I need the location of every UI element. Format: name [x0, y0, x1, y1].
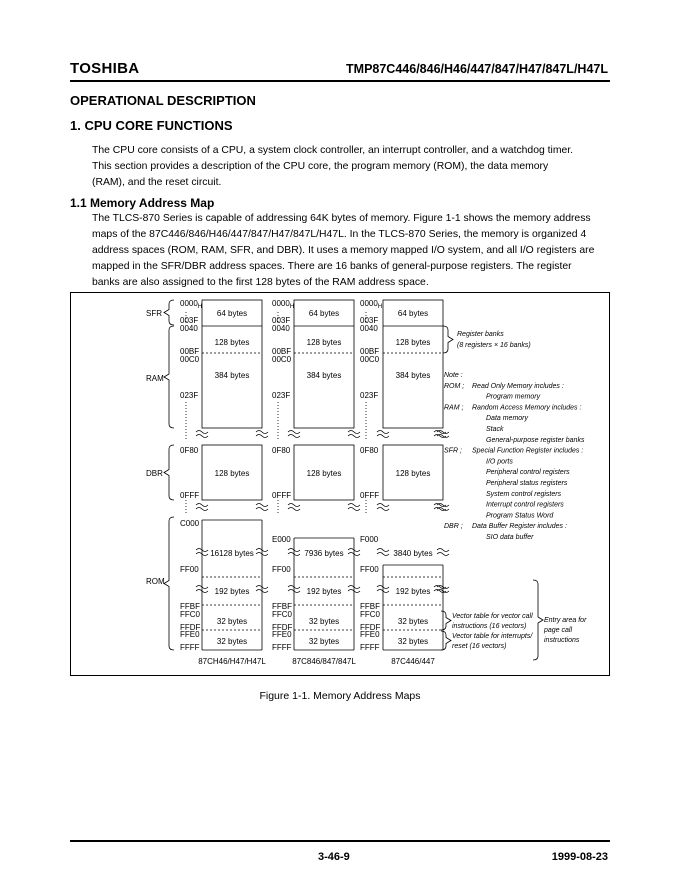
block-size-label: 384 bytes — [306, 371, 342, 380]
break-mark — [348, 508, 360, 511]
note-key: DBR ; — [444, 523, 463, 531]
figure-caption: Figure 1-1. Memory Address Maps — [259, 690, 421, 702]
break-mark — [437, 553, 449, 556]
hex-suffix: H — [377, 304, 383, 310]
block-size-label: 128 bytes — [214, 338, 250, 347]
break-mark — [377, 549, 389, 552]
rom-start-address: C000 — [180, 519, 200, 528]
ram-sfr-block — [294, 300, 354, 428]
note-text: SIO data buffer — [486, 534, 534, 541]
column-name: 87CH46/H47/H47L — [198, 657, 266, 666]
break-mark — [434, 504, 446, 507]
note-key: SFR ; — [444, 447, 462, 455]
address-label: FFC0 — [180, 610, 200, 619]
address-label: 0F80 — [180, 446, 199, 455]
address-label: FFE0 — [272, 630, 292, 639]
ram-sfr-block — [202, 300, 262, 428]
region-label-rom: ROM — [146, 577, 165, 586]
note-text: General-purpose register banks — [486, 436, 585, 444]
address-label: FFC0 — [272, 610, 292, 619]
address-label: 0040 — [360, 324, 378, 333]
note-text: I/O ports — [486, 458, 513, 466]
subsection-title: 1.1 Memory Address Map — [70, 196, 215, 210]
brand-logo: TOSHIBA — [70, 60, 140, 77]
break-mark — [377, 431, 389, 434]
address-label: FFDF — [180, 623, 201, 632]
break-mark — [348, 504, 360, 507]
break-mark — [196, 431, 208, 434]
rom-size-label: 16128 bytes — [210, 549, 254, 558]
sfr-brace — [164, 300, 174, 325]
entry-area-label: Entry area for — [544, 617, 587, 624]
block-size-label: 128 bytes — [214, 469, 250, 478]
break-mark — [377, 553, 389, 556]
address-label: $0000_H$ — [360, 299, 383, 310]
break-mark — [196, 435, 208, 438]
region-label-ram: RAM — [146, 374, 164, 383]
address-label: FFE0 — [360, 630, 380, 639]
address-label: FF00 — [360, 565, 379, 574]
address-label: 00C0 — [360, 355, 380, 364]
address-label: 00C0 — [180, 355, 200, 364]
block-size-label: 32 bytes — [308, 617, 340, 626]
block-size-label: 64 bytes — [397, 309, 429, 318]
register-banks-label: Register banks — [457, 331, 504, 338]
break-mark — [434, 435, 446, 438]
vector-int-detail: reset (16 vectors) — [452, 643, 507, 650]
note-text: Data memory — [486, 415, 529, 423]
break-mark — [377, 508, 389, 511]
break-mark — [348, 431, 360, 434]
break-mark — [288, 431, 300, 434]
rom-brace — [164, 517, 174, 650]
entry-area-label: instructions — [544, 637, 580, 644]
block-size-label: 32 bytes — [216, 617, 248, 626]
publication-date: 1999-08-23 — [551, 851, 608, 863]
note-text: Interrupt control registers — [486, 501, 564, 509]
note-key: RAM ; — [444, 404, 464, 412]
entry-area-label: page call — [544, 627, 573, 634]
region-label-sfr: SFR — [146, 309, 162, 318]
dbr-brace — [164, 445, 174, 500]
block-size-label: 384 bytes — [214, 371, 250, 380]
rom-start-address: E000 — [272, 535, 291, 544]
rom-start-address: F000 — [360, 535, 379, 544]
address-label: $0000_H$ — [180, 299, 203, 310]
rom-size-label: 3840 bytes — [393, 549, 433, 558]
address-label: 003F — [272, 316, 291, 325]
break-mark — [434, 590, 446, 593]
address-label: 003F — [360, 316, 379, 325]
block-size-label: 192 bytes — [395, 587, 431, 596]
address-label: FFDF — [272, 623, 293, 632]
note-text: Peripheral status registers — [486, 480, 568, 487]
entry-area-brace — [533, 580, 543, 660]
block-size-label: 128 bytes — [306, 338, 342, 347]
break-mark — [196, 504, 208, 507]
chapter-title: 1. CPU CORE FUNCTIONS — [70, 118, 233, 133]
address-label: FFBF — [360, 602, 380, 611]
break-mark — [434, 586, 446, 589]
column-name: 87C446/447 — [391, 657, 435, 666]
model-number: TMP87C446/846/H46/447/847/H47/847L/H47L — [346, 62, 608, 76]
block-size-label: 192 bytes — [306, 587, 342, 596]
break-mark — [196, 508, 208, 511]
note-text: Special Function Register includes : — [472, 447, 584, 455]
address-label: 0FFF — [180, 491, 200, 500]
address-label: 00BF — [180, 347, 200, 356]
address-label: FFFF — [272, 643, 292, 652]
note-key: ROM ; — [444, 382, 465, 390]
address-label: FFFF — [360, 643, 380, 652]
body-line: banks are also assigned to the first 128 bytes of the RAM address space. — [92, 277, 429, 288]
address-label: $0000_H$ — [272, 299, 295, 310]
vector-int-brace — [441, 631, 451, 650]
address-label: FFBF — [272, 602, 292, 611]
break-mark — [288, 504, 300, 507]
intro-line: (RAM), and the reset circuit. — [92, 177, 222, 188]
break-mark — [288, 508, 300, 511]
address-label: FFFF — [180, 643, 200, 652]
ram-sfr-block — [383, 300, 443, 428]
note-text: Program Status Word — [486, 512, 554, 520]
hex-suffix: H — [197, 304, 203, 310]
break-mark — [256, 431, 268, 434]
address-label: 0040 — [180, 324, 198, 333]
page-number: 3-46-9 — [318, 851, 350, 863]
block-size-label: 128 bytes — [395, 469, 431, 478]
address-label: 023F — [272, 391, 291, 400]
rom-size-label: 7936 bytes — [304, 549, 344, 558]
address-label: FFDF — [360, 623, 381, 632]
block-size-label: 128 bytes — [306, 469, 342, 478]
block-size-label: 32 bytes — [397, 617, 429, 626]
address-label: 0F80 — [272, 446, 291, 455]
block-size-label: 384 bytes — [395, 371, 431, 380]
break-mark — [377, 435, 389, 438]
region-label-dbr: DBR — [146, 469, 163, 478]
note-key: Note : — [444, 372, 463, 379]
address-label: 023F — [180, 391, 199, 400]
block-size-label: 64 bytes — [216, 309, 248, 318]
block-size-label: 32 bytes — [216, 637, 248, 646]
register-bank-brace — [443, 326, 453, 353]
body-line: maps of the 87C446/846/H46/447/847/H47/847L/H47L. In the TLCS-870 Series, the memory is organized 4 — [92, 229, 587, 240]
block-size-label: 64 bytes — [308, 309, 340, 318]
address-label: FF00 — [180, 565, 199, 574]
address-label: 023F — [360, 391, 379, 400]
note-text: Stack — [486, 426, 504, 433]
block-size-label: 32 bytes — [397, 637, 429, 646]
note-text: Data Buffer Register includes : — [472, 523, 567, 531]
vector-int-label: Vector table for interrupts/ — [452, 633, 533, 640]
note-text: Peripheral control registers — [486, 469, 570, 477]
address-label: FFC0 — [360, 610, 380, 619]
address-label: 003F — [180, 316, 199, 325]
block-size-label: 128 bytes — [395, 338, 431, 347]
body-line: mapped in the SFR/DBR address spaces. There are 16 banks of general-purpose registers. The register — [92, 261, 572, 272]
address-label: 0040 — [272, 324, 290, 333]
address-label: 00BF — [272, 347, 292, 356]
break-mark — [377, 504, 389, 507]
section-title: OPERATIONAL DESCRIPTION — [70, 93, 256, 108]
address-label: 0F80 — [360, 446, 379, 455]
break-mark — [434, 508, 446, 511]
column-name: 87C846/847/847L — [292, 657, 356, 666]
note-text: Read Only Memory includes : — [472, 382, 564, 390]
break-mark — [256, 435, 268, 438]
footer-rule — [70, 840, 610, 842]
break-mark — [437, 549, 449, 552]
body-line: The TLCS-870 Series is capable of addressing 64K bytes of memory. Figure 1-1 shows the memory address — [92, 213, 591, 224]
ram-brace — [164, 326, 174, 428]
note-text: Random Access Memory includes : — [472, 404, 582, 412]
address-label: 0FFF — [360, 491, 380, 500]
register-banks-detail: (8 registers × 16 banks) — [457, 342, 531, 349]
block-size-label: 192 bytes — [214, 587, 250, 596]
address-label: FFBF — [180, 602, 200, 611]
address-label: 00C0 — [272, 355, 292, 364]
body-line: address spaces (ROM, RAM, SFR, and DBR). It uses a memory mapped I/O system, and all I/O registers are — [92, 245, 595, 256]
block-size-label: 32 bytes — [308, 637, 340, 646]
address-label: 00BF — [360, 347, 380, 356]
address-label: 0FFF — [272, 491, 292, 500]
address-label: FF00 — [272, 565, 291, 574]
note-text: Program memory — [486, 393, 541, 401]
intro-line: The CPU core consists of a CPU, a system clock controller, an interrupt controller, and a watchdog timer. — [92, 145, 574, 156]
break-mark — [434, 431, 446, 434]
address-label: FFE0 — [180, 630, 200, 639]
break-mark — [256, 504, 268, 507]
note-text: System control registers — [486, 490, 562, 498]
vector-call-detail: instructions (16 vectors) — [452, 623, 527, 630]
vector-call-label: Vector table for vector call — [452, 613, 533, 620]
break-mark — [348, 435, 360, 438]
break-mark — [256, 508, 268, 511]
vector-call-brace — [441, 611, 451, 630]
intro-line: This section provides a description of the CPU core, the program memory (ROM), the data memory — [92, 161, 549, 172]
break-mark — [288, 435, 300, 438]
hex-suffix: H — [289, 304, 295, 310]
